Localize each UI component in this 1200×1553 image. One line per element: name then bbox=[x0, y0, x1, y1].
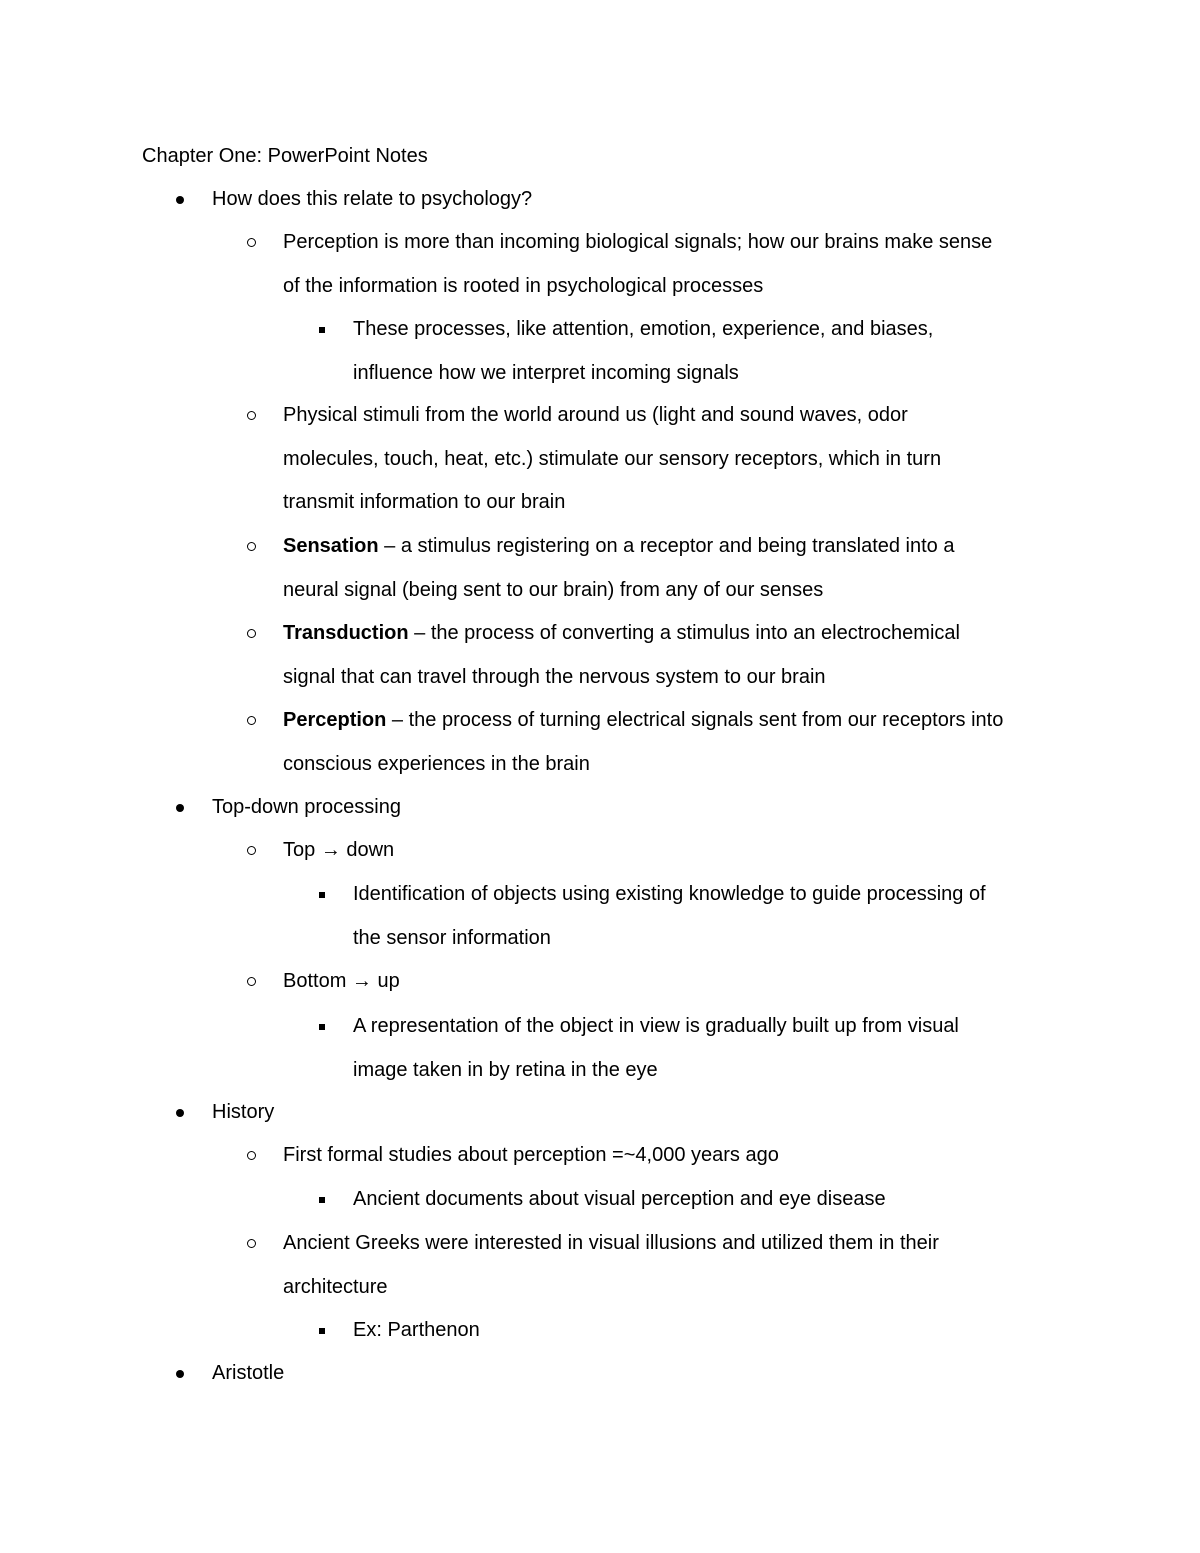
list-item-line: How does this relate to psychology? bbox=[212, 188, 533, 210]
bullet-square-icon bbox=[312, 1309, 332, 1353]
term-sensation: Sensation bbox=[283, 535, 379, 557]
list-item-line: Ex: Parthenon bbox=[353, 1319, 480, 1341]
list-item bbox=[353, 1309, 480, 1353]
list-item-line bbox=[283, 960, 400, 1004]
bullet-circle-icon bbox=[241, 829, 261, 873]
list-item bbox=[353, 873, 986, 960]
list-item-line bbox=[283, 699, 1003, 743]
list-item bbox=[283, 960, 400, 1004]
definition-text: – the process of turning electrical signals sent from our receptors into bbox=[386, 709, 1004, 731]
bullet-square-icon bbox=[312, 1005, 332, 1049]
list-item-line: the sensor information bbox=[353, 926, 551, 949]
direction-end: down bbox=[340, 839, 395, 861]
list-item-line: Top-down processing bbox=[212, 796, 401, 818]
list-item bbox=[212, 1091, 274, 1135]
page-title: Chapter One: PowerPoint Notes bbox=[142, 145, 428, 167]
list-item-line bbox=[283, 829, 394, 873]
direction-start: Bottom bbox=[283, 970, 352, 992]
bullet-circle-icon bbox=[241, 612, 261, 656]
list-item-line: Perception is more than incoming biological signals; how our brains make sense bbox=[283, 231, 993, 253]
list-item bbox=[283, 1134, 779, 1178]
list-item bbox=[283, 394, 941, 525]
list-item bbox=[283, 1222, 939, 1309]
list-item-line: architecture bbox=[283, 1275, 388, 1298]
list-item-line: conscious experiences in the brain bbox=[283, 752, 590, 775]
list-item-line: A representation of the object in view is gradually built up from visual bbox=[353, 1015, 959, 1037]
list-item bbox=[283, 525, 954, 612]
list-item-line: neural signal (being sent to our brain) from any of our senses bbox=[283, 578, 824, 601]
list-item bbox=[212, 178, 532, 222]
list-item bbox=[353, 1005, 959, 1092]
list-item-line: History bbox=[212, 1101, 275, 1123]
list-item bbox=[283, 612, 960, 699]
bullet-square-icon bbox=[312, 1178, 332, 1222]
bullet-circle-icon bbox=[241, 1134, 261, 1178]
direction-start: Top bbox=[283, 839, 321, 861]
list-item bbox=[212, 786, 401, 830]
list-item-line: Aristotle bbox=[212, 1362, 285, 1384]
list-item-line: Ancient documents about visual perception and eye disease bbox=[353, 1188, 886, 1210]
bullet-dot-icon bbox=[170, 1352, 190, 1396]
list-item-line bbox=[283, 612, 960, 656]
list-item-line: Physical stimuli from the world around us (light and sound waves, odor bbox=[283, 404, 908, 426]
list-item-line: Ancient Greeks were interested in visual illusions and utilized them in their bbox=[283, 1232, 939, 1254]
list-item-line bbox=[283, 525, 954, 569]
direction-end: up bbox=[371, 970, 400, 992]
list-item bbox=[283, 699, 1003, 786]
right-arrow-icon: → bbox=[320, 839, 341, 861]
list-item-line: transmit information to our brain bbox=[283, 491, 566, 513]
list-item-line: First formal studies about perception =~4,000 years ago bbox=[283, 1144, 779, 1166]
list-item-line: influence how we interpret incoming signals bbox=[353, 361, 739, 384]
list-item-line: of the information is rooted in psychological processes bbox=[283, 274, 764, 297]
list-item bbox=[283, 221, 992, 308]
bullet-circle-icon bbox=[241, 960, 261, 1004]
term-transduction: Transduction bbox=[283, 622, 409, 644]
bullet-dot-icon bbox=[170, 178, 190, 222]
list-item-line: Identification of objects using existing knowledge to guide processing of bbox=[353, 883, 986, 905]
bullet-square-icon bbox=[312, 873, 332, 917]
list-item bbox=[283, 829, 394, 873]
right-arrow-icon: → bbox=[351, 970, 372, 992]
list-item-line: These processes, like attention, emotion, experience, and biases, bbox=[353, 318, 934, 340]
bullet-circle-icon bbox=[241, 221, 261, 265]
list-item bbox=[212, 1352, 284, 1396]
list-item bbox=[353, 1178, 886, 1222]
definition-text: – a stimulus registering on a receptor and being translated into a bbox=[378, 535, 955, 557]
list-item-line: signal that can travel through the nervous system to our brain bbox=[283, 665, 826, 688]
definition-text: – the process of converting a stimulus into an electrochemical bbox=[408, 622, 960, 644]
bullet-circle-icon bbox=[241, 394, 261, 438]
bullet-circle-icon bbox=[241, 1222, 261, 1266]
bullet-square-icon bbox=[312, 308, 332, 352]
bullet-dot-icon bbox=[170, 1091, 190, 1135]
list-item bbox=[353, 308, 933, 395]
bullet-dot-icon bbox=[170, 786, 190, 830]
list-item-line: molecules, touch, heat, etc.) stimulate our sensory receptors, which in turn bbox=[283, 447, 942, 470]
term-perception: Perception bbox=[283, 709, 387, 731]
bullet-circle-icon bbox=[241, 699, 261, 743]
bullet-circle-icon bbox=[241, 525, 261, 569]
list-item-line: image taken in by retina in the eye bbox=[353, 1058, 658, 1081]
